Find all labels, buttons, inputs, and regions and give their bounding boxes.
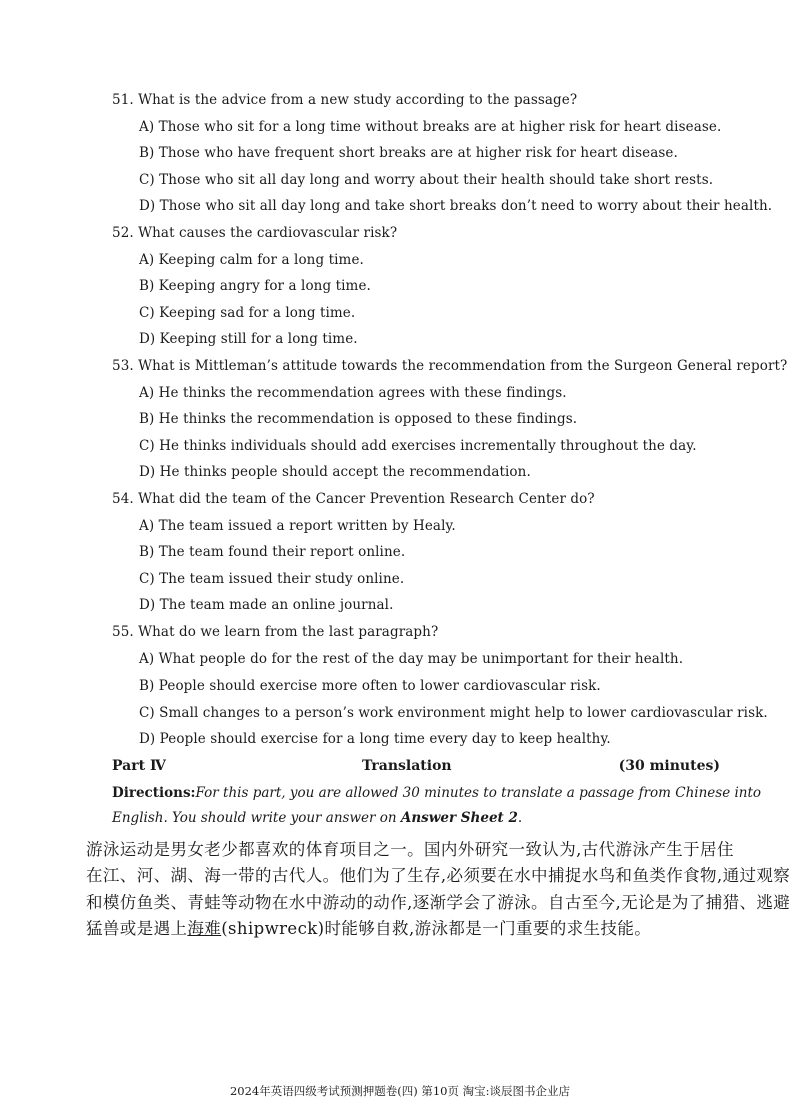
question-54-option-c: C) The team issued their study online. [139,571,405,587]
question-52-option-a: A) Keeping calm for a long time. [139,252,364,268]
directions-line-2 [112,810,522,826]
question-53-option-d: D) He thinks people should accept the recommendation. [139,464,531,480]
question-55-option-c: C) Small changes to a person’s work environment might help to lower cardiovascular risk. [139,705,768,721]
question-52-option-b: B) Keeping angry for a long time. [139,278,371,294]
question-51-option-c: C) Those who sit all day long and worry about their health should take short rests. [139,172,714,188]
question-55-option-b: B) People should exercise more often to lower cardiovascular risk. [139,678,601,694]
directions-line-1 [112,785,761,801]
question-54-option-d: D) The team made an online journal. [139,597,394,613]
directions-text-2: English. You should write your answer on [112,810,401,826]
part-label: Part Ⅳ [112,758,166,774]
directions-end: . [517,810,523,826]
question-52-option-c: C) Keeping sad for a long time. [139,305,356,321]
question-53-option-b: B) He thinks the recommendation is opposed to these findings. [139,411,578,427]
part-time: (30 minutes) [618,758,720,774]
question-53-stem: 53. What is Mittleman’s attitude towards the recommendation from the Surgeon General report? [112,358,788,374]
passage-line-4-start: 猛兽或是遇上 [86,919,188,938]
question-55-option-a: A) What people do for the rest of the day may be unimportant for their health. [139,651,684,667]
answer-sheet-label: Answer Sheet 2 [400,810,518,826]
question-53-option-a: A) He thinks the recommendation agrees with these findings. [139,385,567,401]
question-52-stem: 52. What causes the cardiovascular risk? [112,225,398,241]
page-footer: 2024年英语四级考试预测押题卷(四) 第10页 淘宝:谈辰图书企业店 [229,1084,571,1098]
passage-line-2: 在江、河、湖、海一带的古代人。他们为了生存,必须要在水中捕捉水鸟和鱼类作食物,通过观察 [86,866,791,885]
question-51-option-d: D) Those who sit all day long and take short breaks don’t need to worry about their health. [139,198,773,214]
question-51-option-b: B) Those who have frequent short breaks are at higher risk for heart disease. [139,145,678,161]
directions-text-1: For this part, you are allowed 30 minutes to translate a passage from Chinese into [195,785,762,801]
passage-line-3: 和模仿鱼类、青蛙等动物在水中游动的动作,逐渐学会了游泳。自古至今,无论是为了捕猎、逃避 [86,893,791,912]
question-52-option-d: D) Keeping still for a long time. [139,331,358,347]
part-header [112,758,720,778]
passage-line-4-end: (shipwreck)时能够自救,游泳都是一门重要的求生技能。 [221,919,652,938]
underlined-term: 海难 [187,919,222,938]
question-51-option-a: A) Those who sit for a long time without breaks are at higher risk for heart disease. [139,119,722,135]
passage-line-1: 游泳运动是男女老少都喜欢的体育项目之一。国内外研究一致认为,古代游泳产生于居住 [86,840,734,859]
part-title: Translation [362,758,452,774]
question-54-stem: 54. What did the team of the Cancer Prevention Research Center do? [112,491,595,507]
question-54-option-a: A) The team issued a report written by Healy. [139,518,456,534]
passage-line-4 [86,915,651,939]
question-55-stem: 55. What do we learn from the last paragraph? [112,624,439,640]
question-53-option-c: C) He thinks individuals should add exercises incrementally throughout the day. [139,438,697,454]
question-54-option-b: B) The team found their report online. [139,544,406,560]
question-55-option-d: D) People should exercise for a long time every day to keep healthy. [139,731,611,747]
question-51-stem: 51. What is the advice from a new study according to the passage? [112,92,578,108]
directions-label: Directions: [112,785,196,801]
